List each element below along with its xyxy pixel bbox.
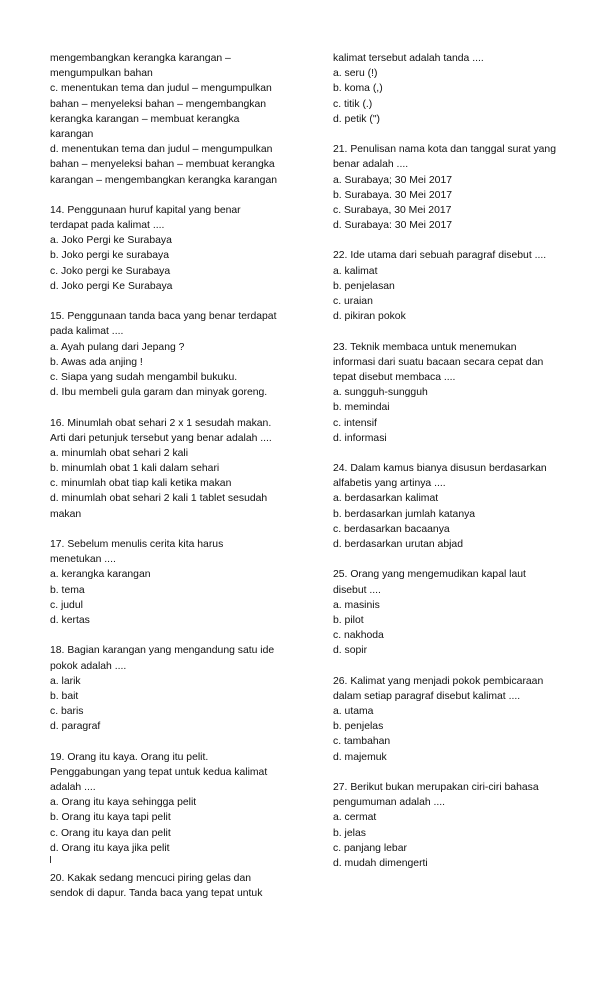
- text-line: a. cermat: [333, 812, 377, 824]
- text-line: c. intensif: [333, 417, 377, 429]
- question-text: 21. Penulisan nama kota dan tanggal surat yang: [333, 144, 556, 156]
- text-line: d. Joko pergi Ke Surabaya: [50, 280, 173, 292]
- text-line: d. sopir: [333, 645, 368, 657]
- text-line: d. petik ("): [333, 113, 380, 125]
- question-block-25: [333, 567, 595, 658]
- text-line: b. Orang itu kaya tapi pelit: [50, 812, 171, 824]
- block-spacer: [333, 127, 595, 142]
- question-block-19: [50, 750, 312, 856]
- text-line: a. Ayah pulang dari Jepang ?: [50, 341, 185, 353]
- text-line: sendok di dapur. Tanda baca yang tepat untuk: [50, 888, 263, 900]
- text-line: c. panjang lebar: [333, 842, 407, 854]
- text-line: c. minumlah obat tiap kali ketika makan: [50, 478, 232, 490]
- text-line: bahan – menyeleksi bahan – membuat kerangka: [50, 159, 275, 171]
- block-spacer: [333, 659, 595, 674]
- question-text: 19. Orang itu kaya. Orang itu pelit.: [50, 751, 209, 763]
- question-text: 20. Kakak sedang mencuci piring gelas dan: [50, 873, 252, 885]
- text-line: d. minumlah obat sehari 2 kali 1 tablet sesudah: [50, 493, 268, 505]
- question-text: 24. Dalam kamus bianya disusun berdasarkan: [333, 463, 547, 475]
- question-text: 15. Penggunaan tanda baca yang benar terdapat: [50, 311, 277, 323]
- text-line: pengumuman adalah ....: [333, 797, 446, 809]
- block-spacer: [50, 522, 312, 537]
- question-block-18: [50, 643, 312, 734]
- text-line: b. pilot: [333, 614, 364, 626]
- block-spacer: [50, 188, 312, 203]
- text-line: c. Siapa yang sudah mengambil bukuku.: [50, 371, 238, 383]
- question-block-23: [333, 340, 595, 446]
- question-block-24: [333, 461, 595, 552]
- question-text: 27. Berikut bukan merupakan ciri-ciri bahasa: [333, 782, 539, 793]
- text-line: bahan – menyeleksi bahan – mengembangkan: [50, 98, 267, 110]
- text-line: karangan – mengembangkan kerangka karangan: [50, 174, 278, 186]
- text-line: a. Surabaya; 30 Mei 2017: [333, 174, 452, 186]
- block-spacer: [50, 856, 312, 871]
- text-line: b. berdasarkan jumlah katanya: [333, 508, 476, 520]
- text-line: karangan: [50, 128, 94, 140]
- question-text: 26. Kalimat yang menjadi pokok pembicaraan: [333, 675, 544, 687]
- text-line: d. mudah dimengerti: [333, 857, 428, 869]
- block-spacer: [50, 734, 312, 749]
- text-line: a. seru (!): [333, 68, 378, 80]
- text-line: mengembangkan kerangka karangan –: [50, 53, 231, 64]
- text-line: c. tambahan: [333, 736, 391, 748]
- question-text: 17. Sebelum menulis cerita kita harus: [50, 539, 224, 550]
- text-line: a. kerangka karangan: [50, 569, 151, 581]
- text-line: a. masinis: [333, 599, 380, 611]
- text-line: d. pikiran pokok: [333, 311, 406, 323]
- text-line: a. minumlah obat sehari 2 kali: [50, 447, 189, 459]
- continued-text-block: [333, 51, 595, 127]
- block-spacer: [333, 552, 595, 567]
- text-line: benar adalah ....: [333, 159, 409, 171]
- question-block-17: [50, 537, 312, 628]
- text-line: b. Surabaya. 30 Mei 2017: [333, 189, 452, 201]
- text-line: c. menentukan tema dan judul – mengumpulkan: [50, 83, 272, 95]
- text-line: b. minumlah obat 1 kali dalam sehari: [50, 463, 220, 475]
- text-line: b. tema: [50, 584, 85, 596]
- text-line: c. Orang itu kaya dan pelit: [50, 827, 171, 839]
- right-column: [333, 51, 595, 871]
- text-line: b. koma (,): [333, 83, 383, 95]
- text-line: b. jelas: [333, 827, 366, 839]
- text-line: makan: [50, 508, 82, 520]
- text-line: b. Joko pergi ke surabaya: [50, 250, 169, 262]
- question-block-20: [50, 871, 312, 901]
- text-line: a. kalimat: [333, 265, 378, 277]
- text-line: d. menentukan tema dan judul – mengumpulkan: [50, 144, 273, 156]
- text-line: d. majemuk: [333, 751, 387, 763]
- text-line: a. Orang itu kaya sehingga pelit: [50, 797, 197, 809]
- question-text: 23. Teknik membaca untuk menemukan: [333, 341, 517, 353]
- block-spacer: [333, 233, 595, 248]
- text-line: c. Joko pergi ke Surabaya: [50, 265, 171, 277]
- text-line: d. Ibu membeli gula garam dan minyak goreng.: [50, 387, 268, 399]
- text-line: a. berdasarkan kalimat: [333, 493, 439, 505]
- continued-text-block: [50, 51, 312, 188]
- text-line: alfabetis yang artinya ....: [333, 478, 446, 490]
- text-line: dalam setiap paragraf disebut kalimat ....: [333, 690, 521, 702]
- question-block-16: [50, 416, 312, 522]
- text-line: b. penjelas: [333, 721, 384, 733]
- question-block-26: [333, 674, 595, 765]
- block-spacer: [333, 324, 595, 339]
- block-spacer: [50, 400, 312, 415]
- question-block-21: [333, 142, 595, 233]
- block-spacer: [50, 628, 312, 643]
- text-line: pokok adalah ....: [50, 660, 127, 672]
- margin-mark: [50, 856, 51, 863]
- text-line: Penggabungan yang tepat untuk kedua kalimat: [50, 766, 268, 778]
- text-line: d. Orang itu kaya jika pelit: [50, 842, 170, 854]
- text-line: b. bait: [50, 690, 79, 702]
- text-line: tepat disebut membaca ....: [333, 371, 456, 383]
- text-line: d. Surabaya: 30 Mei 2017: [333, 220, 452, 232]
- text-line: b. penjelasan: [333, 280, 395, 292]
- question-block-14: [50, 203, 312, 294]
- block-spacer: [333, 765, 595, 780]
- text-line: d. paragraf: [50, 721, 101, 733]
- text-line: kerangka karangan – membuat kerangka: [50, 113, 240, 125]
- question-text: 18. Bagian karangan yang mengandung satu ide: [50, 645, 275, 657]
- question-block-27: [333, 780, 595, 871]
- text-line: d. informasi: [333, 432, 387, 444]
- block-spacer: [333, 446, 595, 461]
- text-line: terdapat pada kalimat ....: [50, 220, 165, 232]
- question-block-22: [333, 248, 595, 324]
- question-text: 22. Ide utama dari sebuah paragraf disebut ....: [333, 250, 547, 262]
- text-line: Arti dari petunjuk tersebut yang benar adalah ....: [50, 432, 272, 444]
- text-line: a. sungguh-sungguh: [333, 387, 428, 399]
- question-text: 14. Penggunaan huruf kapital yang benar: [50, 204, 241, 216]
- text-line: kalimat tersebut adalah tanda ....: [333, 53, 484, 64]
- question-text: 25. Orang yang mengemudikan kapal laut: [333, 569, 526, 581]
- text-line: mengumpulkan bahan: [50, 68, 153, 80]
- block-spacer: [50, 294, 312, 309]
- text-line: adalah ....: [50, 782, 96, 793]
- text-line: c. judul: [50, 599, 83, 611]
- question-text: 16. Minumlah obat sehari 2 x 1 sesudah makan.: [50, 417, 272, 429]
- text-line: b. memindai: [333, 402, 390, 414]
- text-line: c. titik (.): [333, 98, 373, 110]
- text-line: a. Joko Pergi ke Surabaya: [50, 235, 172, 247]
- text-line: c. Surabaya, 30 Mei 2017: [333, 204, 452, 216]
- text-line: a. larik: [50, 675, 81, 687]
- text-line: informasi dari suatu bacaan secara cepat dan: [333, 356, 544, 368]
- text-line: b. Awas ada anjing !: [50, 356, 143, 368]
- text-line: pada kalimat ....: [50, 326, 124, 338]
- text-line: d. kertas: [50, 614, 90, 626]
- text-line: disebut ....: [333, 584, 381, 596]
- question-block-15: [50, 309, 312, 400]
- text-line: c. nakhoda: [333, 630, 384, 642]
- text-line: c. berdasarkan bacaanya: [333, 523, 450, 535]
- text-line: c. baris: [50, 706, 84, 718]
- left-column: [50, 51, 312, 902]
- text-line: c. uraian: [333, 296, 373, 307]
- text-line: menetukan ....: [50, 554, 116, 566]
- text-line: a. utama: [333, 706, 374, 718]
- text-line: d. berdasarkan urutan abjad: [333, 539, 463, 550]
